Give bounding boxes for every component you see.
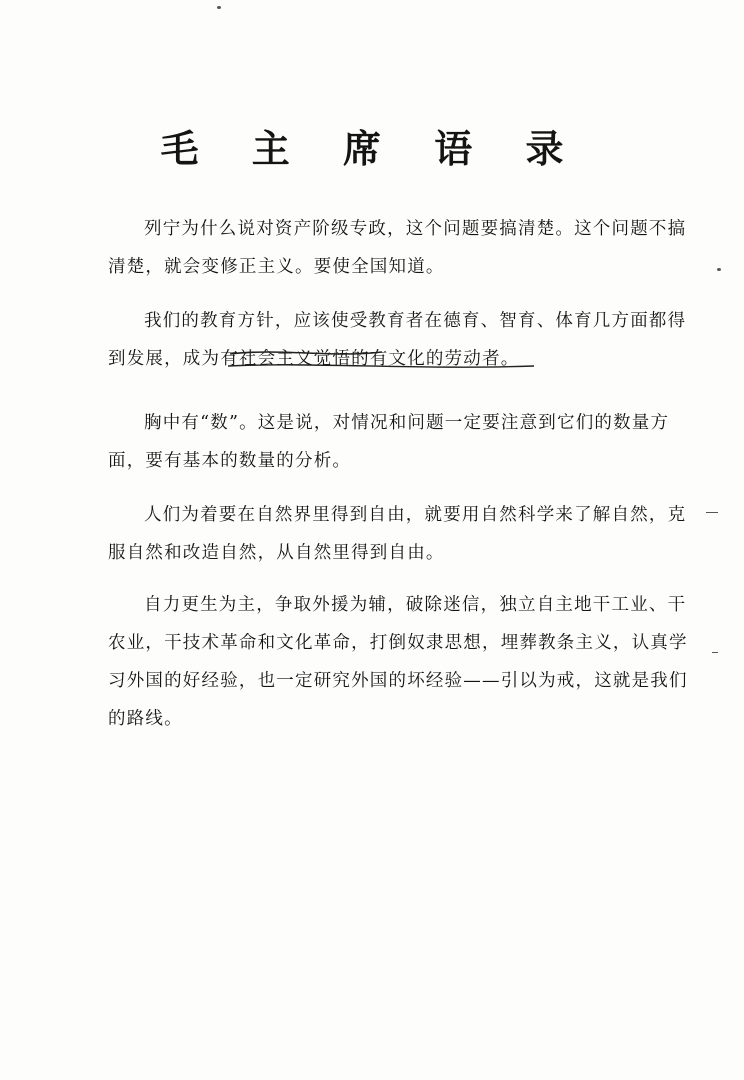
scan-speck [217, 6, 221, 9]
quote-text-5: 自力更生为主，争取外援为辅，破除迷信，独立自主地干工业、干农业，干技术革命和文化革命，打倒奴隶思想，埋葬教条主义，认真学习外国的好经验，也一定研究外国的坏经验——引以为戒，这就是我们的路线。 [108, 595, 688, 729]
quote-text-3: 胸中有“数”。这是说，对情况和问题一定要注意到它们的数量方面，要有基本的数量的分析。 [108, 413, 670, 471]
scan-speck [706, 512, 718, 513]
scan-speck [712, 652, 718, 653]
quote-paragraph-2 [108, 302, 688, 378]
quote-text-1: 列宁为什么说对资产阶级专政，这个问题要搞清楚。这个问题不搞清楚，就会变修正主义。要使全国知道。 [108, 219, 687, 277]
quote-paragraph-4 [108, 496, 688, 572]
quote-text-4: 人们为着要在自然界里得到自由，就要用自然科学来了解自然，克服自然和改造自然，从自然里得到自由。 [108, 505, 687, 563]
scan-speck [717, 268, 721, 271]
quote-paragraph-5 [108, 586, 688, 738]
page-title: 毛 主 席 语 录 [160, 127, 584, 171]
quote-paragraph-1 [108, 210, 688, 286]
quote-paragraph-3 [108, 404, 688, 480]
quote-text-2: 我们的教育方针，应该使受教育者在德育、智育、体育几方面都得到发展，成为有社会主义觉悟的有文化的劳动者。 [108, 311, 687, 369]
